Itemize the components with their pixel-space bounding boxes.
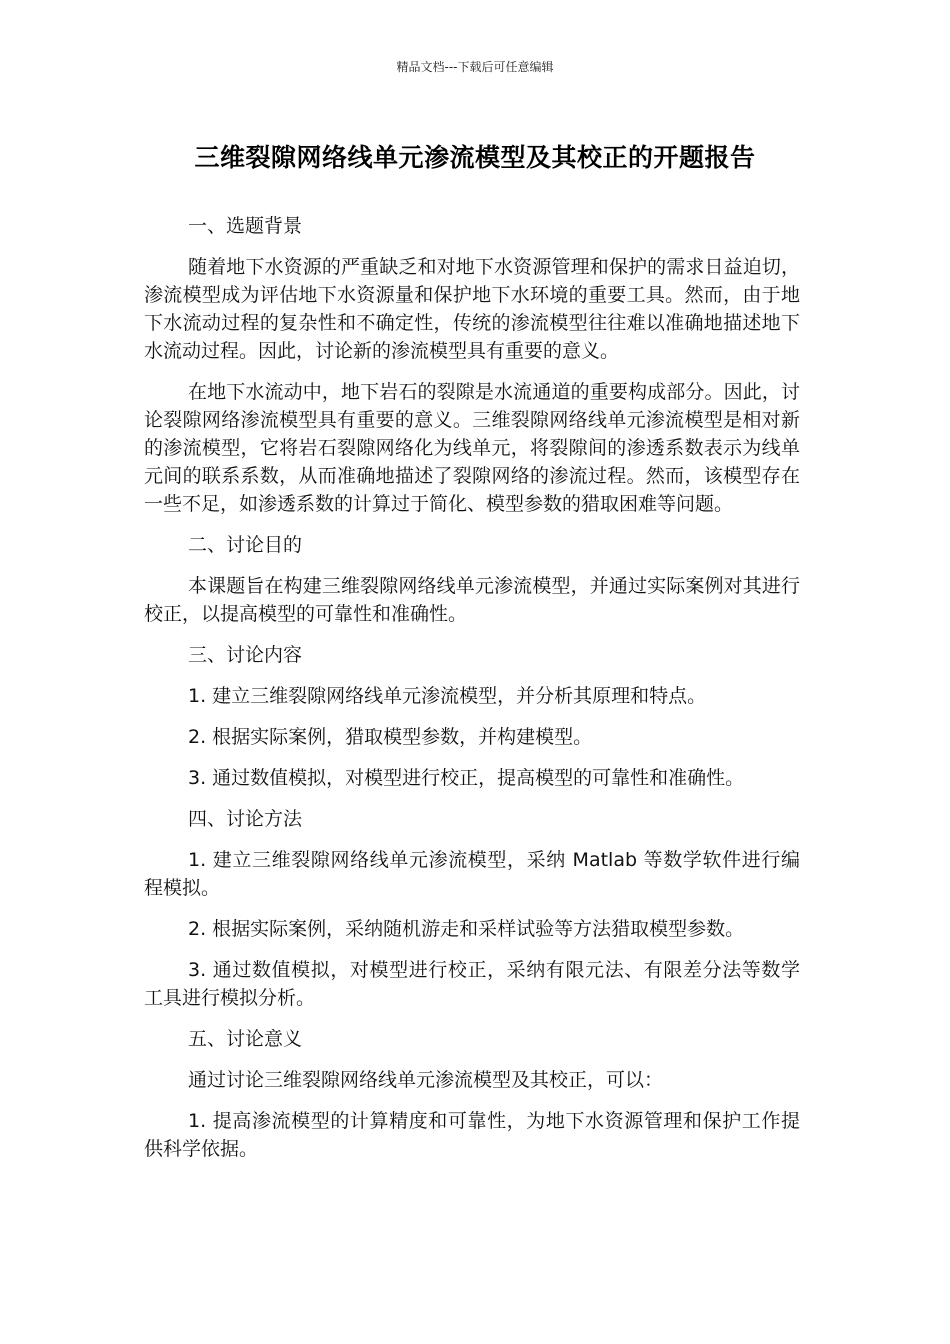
- list-item: 2. 根据实际案例，猎取模型参数，并构建模型。: [188, 726, 593, 748]
- document-title: 三维裂隙网络线单元渗流模型及其校正的开题报告: [194, 143, 756, 172]
- paragraph: 通过讨论三维裂隙网络线单元渗流模型及其校正，可以：: [188, 1069, 664, 1091]
- list-item: 1. 提高渗流模型的计算精度和可靠性，为地下水资源管理和保护工作提供科学依据。: [144, 1110, 800, 1160]
- section-heading-purpose: 二、讨论目的: [188, 534, 303, 556]
- document-body: [144, 212, 800, 1176]
- list-item: 1. 建立三维裂隙网络线单元渗流模型，并分析其原理和特点。: [188, 685, 707, 707]
- list-item: 1. 建立三维裂隙网络线单元渗流模型，采纳 Matlab 等数学软件进行编程模拟。: [144, 849, 800, 899]
- paragraph: 本课题旨在构建三维裂隙网络线单元渗流模型，并通过实际案例对其进行校正，以提高模型的可靠性和准确性。: [144, 575, 800, 625]
- list-item: 2. 根据实际案例，采纳随机游走和采样试验等方法猎取模型参数。: [188, 918, 745, 940]
- list-item: 3. 通过数值模拟，对模型进行校正，采纳有限元法、有限差分法等数学工具进行模拟分析。: [144, 959, 800, 1009]
- section-heading-method: 四、讨论方法: [188, 808, 303, 830]
- section-heading-content: 三、讨论内容: [188, 644, 303, 666]
- list-item: 3. 通过数值模拟，对模型进行校正，提高模型的可靠性和准确性。: [188, 767, 745, 789]
- section-heading-significance: 五、讨论意义: [188, 1028, 303, 1050]
- header-note: 精品文档---下载后可任意编辑: [396, 60, 554, 74]
- paragraph: 随着地下水资源的严重缺乏和对地下水资源管理和保护的需求日益迫切，渗流模型成为评估地下水资源量和保护地下水环境的重要工具。然而，由于地下水流动过程的复杂性和不确定性，传统的渗流模型往往难以准确地描述地下水流动过程。因此，讨论新的渗流模型具有重要的意义。: [144, 256, 800, 362]
- section-heading-background: 一、选题背景: [188, 215, 303, 237]
- paragraph: 在地下水流动中，地下岩石的裂隙是水流通道的重要构成部分。因此，讨论裂隙网络渗流模型具有重要的意义。三维裂隙网络线单元渗流模型是相对新的渗流模型，它将岩石裂隙网络化为线单元，将裂隙间的渗透系数表示为线单元间的联系系数，从而准确地描述了裂隙网络的渗流过程。然而，该模型存在一些不足，如渗透系数的计算过于简化、模型参数的猎取困难等问题。: [144, 381, 800, 515]
